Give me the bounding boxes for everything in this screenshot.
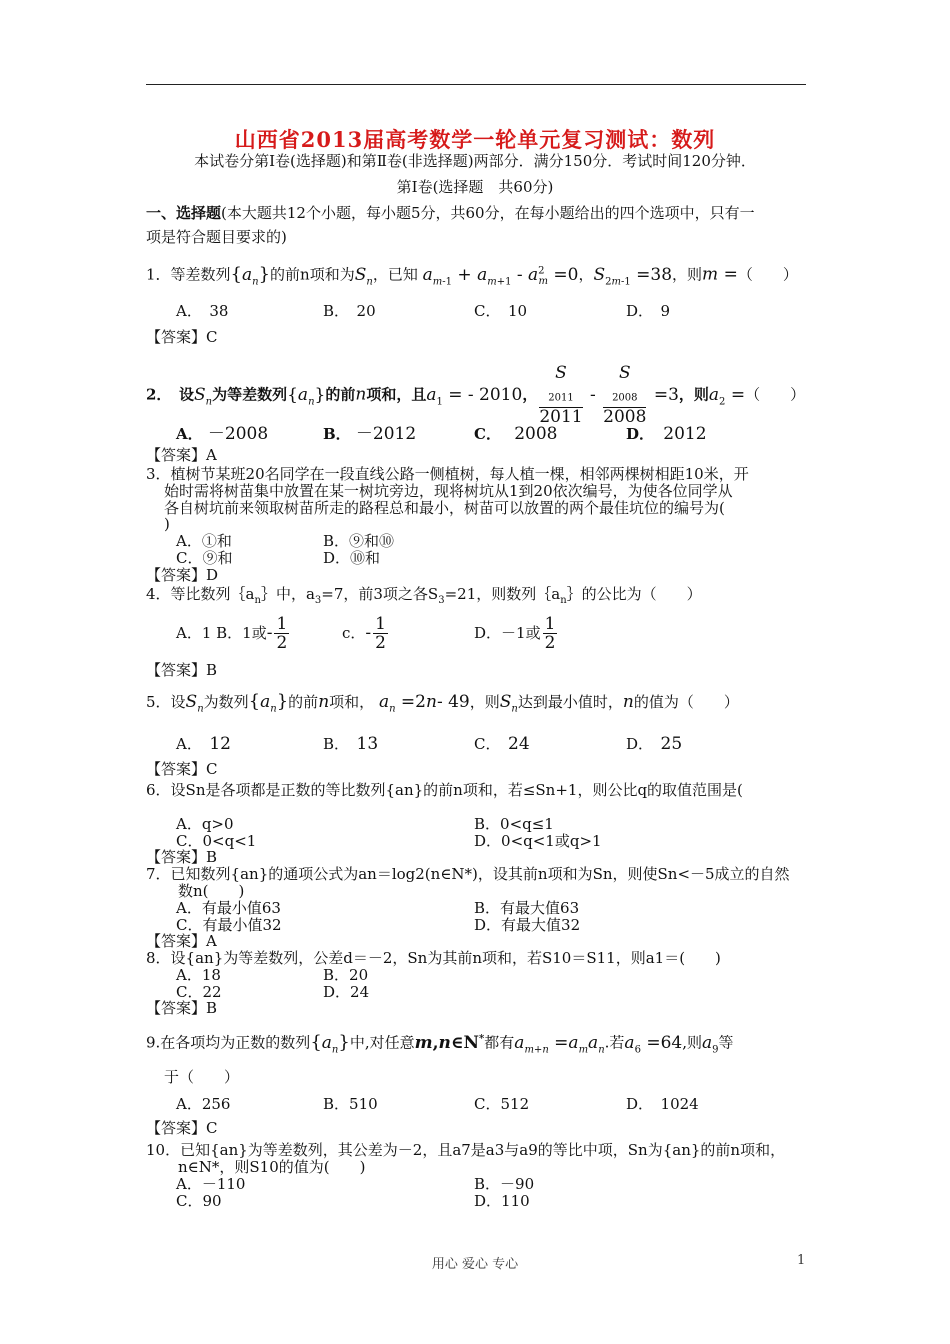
question-9-line-2: 于（ ） [164, 1068, 240, 1086]
question-5: 5．设$S_n$为数列$\{a_n\}$的前n项和， $a_n =2n-$ 49，则$S_n$达到最小值时，n的值为（ ） [146, 691, 739, 715]
q3-option-c[interactable]: C．⑨和 [176, 549, 233, 567]
q1-option-d[interactable]: D． 9 [626, 302, 671, 320]
q10-option-b[interactable]: B．－90 [474, 1175, 535, 1193]
question-3-line-1: 3．植树节某班20名同学在一段直线公路一侧植树，每人植一棵，相邻两棵树相距10米，开 [146, 465, 749, 483]
seq-an: $\{a_n\}$ [230, 263, 271, 288]
page-number: 1 [797, 1253, 806, 1268]
q7-answer: 【答案】A [146, 932, 217, 950]
q1-condition: $a_{m-1} + a_{m+1} - a^2_m =0$ [422, 264, 579, 288]
q4-option-ab[interactable]: A．1 B．1或- $\frac{1}{2}$ [176, 614, 288, 653]
q1-option-c[interactable]: C． 10 [474, 302, 528, 320]
q8-option-a[interactable]: A．18 [176, 966, 221, 984]
question-3-line-2: 始时需将树苗集中放置在某一树坑旁边，现将树坑从1到20依次编号，为使各位同学从 [164, 482, 733, 500]
q4-option-d[interactable]: D．－1或 $\frac{1}{2}$ [474, 614, 556, 653]
q2-option-d[interactable]: D． 2012 [626, 424, 707, 444]
question-10-line-2: n∈N*，则S10的值为( ) [178, 1158, 366, 1176]
q8-option-d[interactable]: D．24 [323, 983, 370, 1001]
sn-symbol: $S_n$ [354, 264, 373, 288]
q5-option-b[interactable]: B． 13 [323, 734, 379, 754]
q9-option-a[interactable]: A．256 [176, 1095, 231, 1113]
q2-fraction-eq: S $_{2011}$ 2011 - S $_{2008}$ 2008 =3 [539, 363, 679, 428]
part-heading: 第Ⅰ卷(选择题 共60分) [396, 178, 554, 196]
q1-answer: 【答案】C [146, 328, 218, 346]
q1-option-a[interactable]: A． 38 [176, 302, 229, 320]
q3-option-d[interactable]: D．⑩和 [323, 549, 381, 567]
q8-answer: 【答案】B [146, 999, 218, 1017]
exam-intro: 本试卷分第Ⅰ卷(选择题)和第Ⅱ卷(非选择题)两部分．满分150分．考试时间120分钟． [194, 152, 756, 170]
question-3-line-3: 各自树坑前来领取树苗所走的路程总和最小，树苗可以放置的两个最佳坑位的编号为( [164, 499, 725, 517]
q9-option-c[interactable]: C．512 [474, 1095, 530, 1113]
question-7-line-1: 7．已知数列{an}的通项公式为an＝log2(n∈N*)，设其前n项和为Sn，则使Sn<－5成立的自然 [146, 865, 790, 883]
q2-option-a[interactable]: A． －2008 [176, 424, 269, 444]
question-3-line-4: ) [164, 515, 170, 533]
page-footer: 用心 爱心 专心 [431, 1257, 519, 1272]
q5-option-a[interactable]: A． 12 [176, 734, 231, 754]
question-7-line-2: 数n( ) [178, 882, 245, 900]
question-1: 1．等差数列$\{a_n\}$的前n项和为$S_n$，已知 $a_{m-1} + a_{m+1} - a^2_m =0$，$S_{2m-1} =38$，则m =（ ） [146, 263, 798, 288]
q5-formula: $a_n =2n-$ 49 [378, 692, 470, 715]
q7-option-a[interactable]: A．有最小值63 [176, 899, 281, 917]
q10-option-d[interactable]: D．110 [474, 1192, 530, 1210]
q3-option-b[interactable]: B．⑨和⑩ [323, 532, 395, 550]
question-8: 8．设{an}为等差数列，公差d＝－2，Sn为其前n项和，若S10＝S11，则a1＝( ) [146, 949, 721, 967]
q2-answer: 【答案】A [146, 446, 217, 464]
q4-answer: 【答案】B [146, 661, 218, 679]
question-9: 9.在各项均为正数的数列$\{a_n\}$中,对任意m,n∈N*都有$a_{m+n} =a_ma_n$.若$a_6 =64$,则$a_9$等 [146, 1031, 734, 1056]
q9-answer: 【答案】C [146, 1119, 218, 1137]
q6-option-a[interactable]: A．q>0 [176, 815, 234, 833]
q8-option-b[interactable]: B．20 [323, 966, 369, 984]
q1-option-b[interactable]: B． 20 [323, 302, 376, 320]
q6-option-b[interactable]: B．0<q≤1 [474, 815, 554, 833]
q2-a1: $a_1$ = - 2010 [426, 384, 523, 408]
question-6: 6．设Sn是各项都是正数的等比数列{an}的前n项和，若≤Sn+1，则公比q的取值范围是( [146, 781, 743, 799]
q2-option-b[interactable]: B． －2012 [323, 424, 417, 444]
q6-option-c[interactable]: C．0<q<1 [176, 832, 257, 850]
question-10-line-1: 10．已知{an}为等差数列，其公差为－2，且a7是a3与a9的等比中项，Sn为{an}的前n项和， [146, 1141, 786, 1159]
q9-option-d[interactable]: D． 1024 [626, 1095, 699, 1113]
question-2: 2． 设$S_n$为等差数列$\{a_n\}$的前n项和，且$a_1$ = - 2010， S $_{2011}$ 2011 - S $_{2008}$ 2008 =3，则$a_2$ =（ ） [146, 363, 806, 428]
q2-option-c[interactable]: C． 2008 [474, 424, 558, 444]
q3-answer: 【答案】D [146, 566, 219, 584]
q6-answer: 【答案】B [146, 848, 218, 866]
question-4: 4．等比数列$\{a_n\}$中，$a_3=7$，前3项之各$S_3=21$，则数列$\{a_n\}$的公比为（ ） [146, 585, 702, 606]
page-title: 山西省2013届高考数学一轮单元复习测试：数列 [234, 127, 716, 152]
q5-option-d[interactable]: D． 25 [626, 734, 683, 754]
q5-option-c[interactable]: C． 24 [474, 734, 530, 754]
section-desc-cont: 项是符合题目要求的) [146, 228, 287, 246]
q4-option-c[interactable]: c．- $\frac{1}{2}$ [342, 614, 386, 653]
q9-option-b[interactable]: B．510 [323, 1095, 378, 1113]
header-rule [146, 84, 806, 85]
q3-option-a[interactable]: A．①和 [176, 532, 232, 550]
q10-option-c[interactable]: C．90 [176, 1192, 222, 1210]
q7-option-b[interactable]: B．有最大值63 [474, 899, 580, 917]
q5-answer: 【答案】C [146, 760, 218, 778]
q1-sum: $S_{2m-1} =38$ [593, 264, 673, 288]
section-heading: 一、选择题(本大题共12个小题，每小题5分，共60分，在每小题给出的四个选项中，只有一 [146, 204, 755, 222]
q7-option-c[interactable]: C．有最小值32 [176, 916, 282, 934]
q8-option-c[interactable]: C．22 [176, 983, 222, 1001]
q6-option-d[interactable]: D．0<q<1或q>1 [474, 832, 602, 850]
q10-option-a[interactable]: A．－110 [176, 1175, 246, 1193]
q7-option-d[interactable]: D．有最大值32 [474, 916, 581, 934]
